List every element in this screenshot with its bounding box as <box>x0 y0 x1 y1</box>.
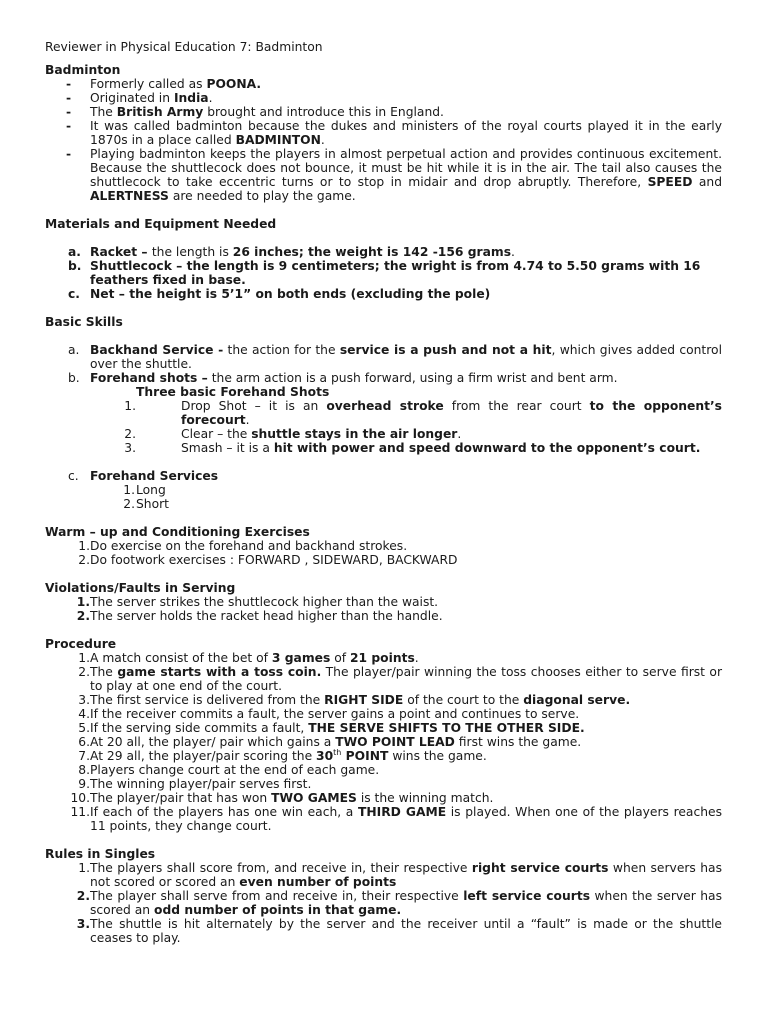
list-item: 11. If each of the players has one win each, a THIRD GAME is played. When one of the players reaches 11 points, they change court. <box>70 805 722 833</box>
section-heading-warmup: Warm – up and Conditioning Exercises <box>45 525 310 539</box>
list-item: 6. At 20 all, the player/ pair which gains a TWO POINT LEAD first wins the game. <box>78 735 582 749</box>
section-heading-singles: Rules in Singles <box>45 847 156 861</box>
violations-list <box>0 595 768 623</box>
list-item: 10. The player/pair that has won TWO GAMES is the winning match. <box>70 791 494 805</box>
list-item: 1. The server strikes the shuttlecock higher than the waist. <box>76 595 439 609</box>
list-item: 3. Smash – it is a hit with power and speed downward to the opponent’s court. <box>124 441 701 455</box>
dash-bullet: - <box>66 147 72 161</box>
section-heading-violations: Violations/Faults in Serving <box>45 581 236 595</box>
section-heading-materials: Materials and Equipment Needed <box>45 217 277 231</box>
badminton-list <box>0 77 768 203</box>
list-item: 1. The players shall score from, and receive in, their respective right service courts when servers has not scored or scored an even number of points <box>78 861 722 889</box>
basic-skills-list <box>0 343 768 511</box>
list-item: 1. Drop Shot – it is an overhead stroke from the rear court to the opponent’s forecourt. <box>124 399 722 427</box>
list-item: - Playing badminton keeps the players in almost perpetual action and provides continuous excitement. Because the shuttlecock does not bounce, it must be hit while it is in the air. The tail also causes the shuttlecock to take eccentric turns or to stop in midair and drop abruptly. Therefore, SPEED and ALERTNESS are needed to play the game. <box>66 147 722 203</box>
list-item: 3. The shuttle is hit alternately by the server and the receiver until a “fault” is made or the shuttle ceases to play. <box>76 917 722 945</box>
section-heading-basic-skills: Basic Skills <box>45 315 123 329</box>
list-item: 1. Long <box>123 483 166 497</box>
sub-heading-row <box>0 385 768 399</box>
list-item: - The British Army brought and introduce this in England. <box>66 105 444 119</box>
list-item: 7. At 29 all, the player/pair scoring the 30th POINT wins the game. <box>78 747 487 763</box>
singles-list <box>0 861 768 945</box>
dash-bullet: - <box>66 77 72 91</box>
dash-bullet: - <box>66 119 72 133</box>
list-item: 2. The player shall serve from and receive in, their respective left service courts when the server has scored an odd number of points in that game. <box>76 889 722 917</box>
list-item: c. Forehand Services <box>68 469 219 483</box>
list-item: - It was called badminton because the dukes and ministers of the royal courts played it in the early 1870s in a place called BADMINTON. <box>66 119 722 147</box>
list-item: 2. Short <box>123 497 169 511</box>
list-item: - Formerly called as POONA. <box>66 77 262 91</box>
section-heading-procedure: Procedure <box>45 637 117 651</box>
dash-bullet: - <box>66 105 72 119</box>
document-title: Reviewer in Physical Education 7: Badminton <box>45 40 323 54</box>
list-item: 9. The winning player/pair serves first. <box>78 777 312 791</box>
list-item: c. Net – the height is 5’1” on both ends (excluding the pole) <box>68 287 491 301</box>
list-item: a. Racket – the length is 26 inches; the weight is 142 -156 grams. <box>68 245 515 259</box>
list-item: 5. If the serving side commits a fault, THE SERVE SHIFTS TO THE OTHER SIDE. <box>78 721 585 735</box>
dash-bullet: - <box>66 91 72 105</box>
list-item: 8. Players change court at the end of each game. <box>78 763 380 777</box>
list-item: a. Backhand Service - the action for the service is a push and not a hit, which gives added control over the shuttle. <box>68 343 722 371</box>
list-item: 1. Do exercise on the forehand and backhand strokes. <box>78 539 408 553</box>
section-heading-badminton: Badminton <box>45 63 121 77</box>
list-item: 2. The game starts with a toss coin. The player/pair winning the toss chooses either to serve first or to play at one end of the court. <box>78 665 722 693</box>
list-item: 2. Do footwork exercises : FORWARD , SIDEWARD, BACKWARD <box>78 553 458 567</box>
list-item: 3. The first service is delivered from the RIGHT SIDE of the court to the diagonal serve. <box>78 693 631 707</box>
list-item: b. Forehand shots – the arm action is a push forward, using a firm wrist and bent arm. <box>68 371 618 385</box>
warmup-list <box>0 539 768 567</box>
materials-list <box>0 245 768 301</box>
list-item: 2. Clear – the shuttle stays in the air longer. <box>124 427 462 441</box>
procedure-list <box>0 651 768 833</box>
list-item: 4. If the receiver commits a fault, the server gains a point and continues to serve. <box>78 707 580 721</box>
list-item: - Originated in India. <box>66 91 213 105</box>
sub-heading: Three basic Forehand Shots <box>136 385 330 399</box>
list-item: b. Shuttlecock – the length is 9 centimeters; the wright is from 4.74 to 5.50 grams with 16 feathers fixed in base. <box>68 259 701 287</box>
list-item: 2. The server holds the racket head higher than the handle. <box>76 609 443 623</box>
list-item: 1. A match consist of the bet of 3 games of 21 points. <box>78 651 419 665</box>
